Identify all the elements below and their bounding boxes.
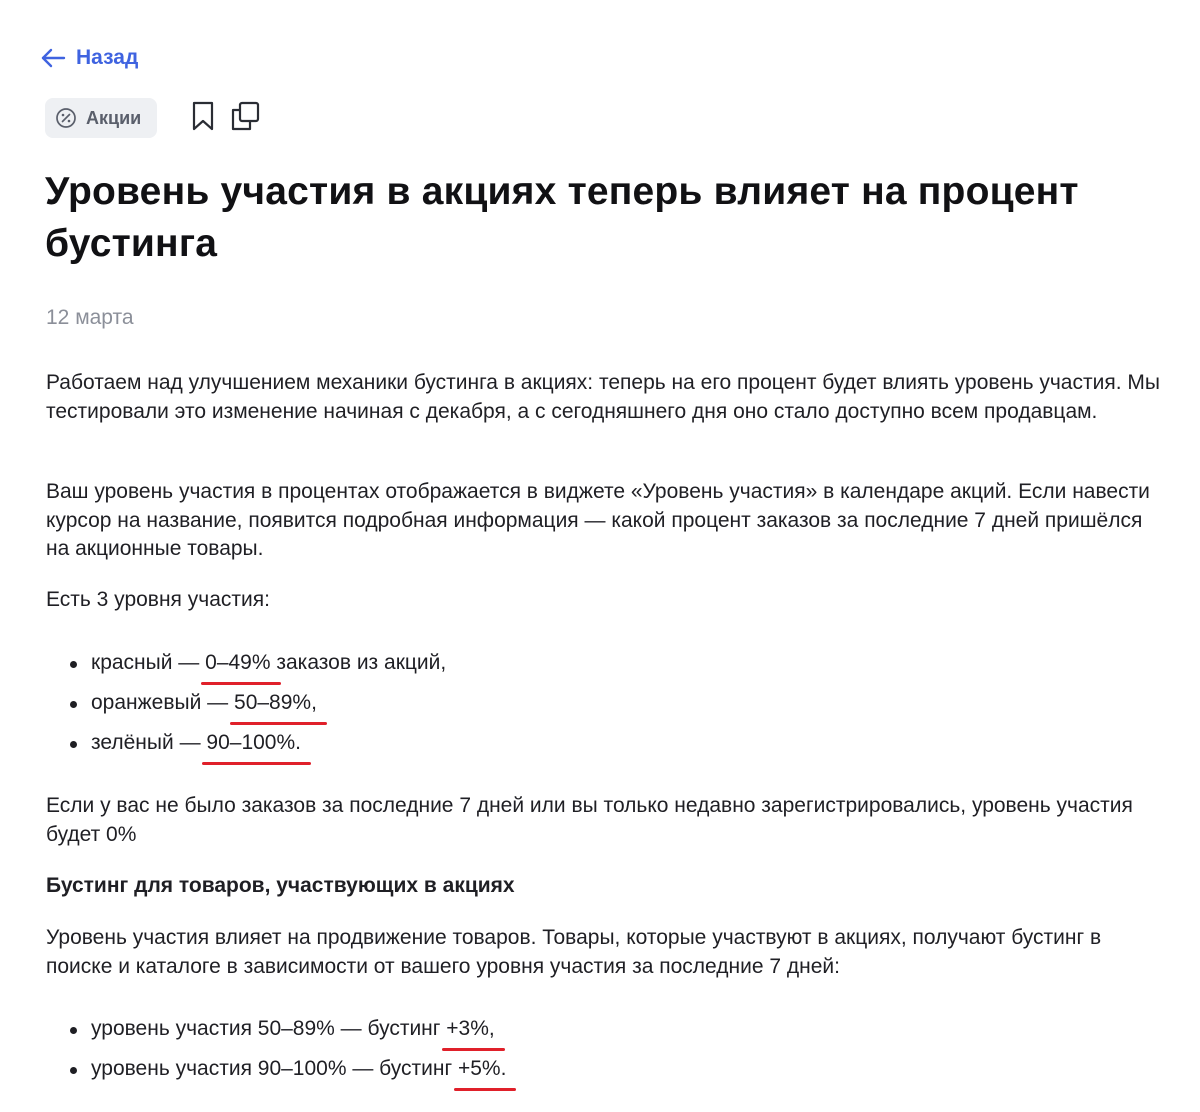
- list-item-boost-5: [46, 1054, 506, 1094]
- article-title: Уровень участия в акциях теперь влияет на процент бустинга: [45, 170, 1079, 265]
- percent-circle-icon: [55, 107, 77, 129]
- section-heading-boosting: Бустинг для товаров, участвующих в акциях: [46, 874, 515, 897]
- article-paragraph-levels-intro: Есть 3 уровня участия:: [46, 588, 270, 611]
- highlighted-range: 0–49%: [205, 648, 270, 678]
- highlighted-range: 50–89%,: [234, 688, 317, 718]
- copy-icon: [229, 100, 261, 137]
- back-link[interactable]: [40, 46, 138, 70]
- boost-condition: уровень участия 90–100% — бустинг: [91, 1057, 458, 1080]
- highlighted-boost: +5%.: [458, 1054, 506, 1084]
- list-item-green-level: [46, 728, 446, 768]
- boost-condition: уровень участия 50–89% — бустинг: [91, 1017, 447, 1040]
- article-toolbar: [45, 98, 261, 138]
- bookmark-button[interactable]: [187, 98, 219, 138]
- bookmark-icon: [191, 100, 215, 137]
- arrow-left-icon: [40, 47, 66, 69]
- participation-levels-list: [46, 648, 446, 768]
- article-paragraph-boosting: Уровень участия влияет на продвижение товаров. Товары, которые участвуют в акциях, получают бустинг в поиске и каталоге в зависимости от вашего уровня участия за последние 7 дней:: [46, 926, 1102, 978]
- boost-levels-list: [46, 1014, 506, 1094]
- article-date: 12 марта: [46, 306, 134, 329]
- level-name: красный —: [91, 651, 206, 674]
- level-suffix: заказов из акций,: [270, 651, 447, 674]
- back-link-label: Назад: [76, 46, 139, 69]
- article-paragraph-widget: Ваш уровень участия в процентах отображается в виджете «Уровень участия» в календаре акций. Если навести курсор на название, появится подробная информация — какой процент заказов за последние 7 дней пришёлся на акционные товары.: [46, 480, 1150, 560]
- level-name: зелёный —: [91, 731, 207, 754]
- category-tag-promotions[interactable]: [45, 98, 157, 138]
- list-item-boost-3: [46, 1014, 506, 1054]
- list-item-orange-level: [46, 688, 446, 728]
- article-paragraph-intro: Работаем над улучшением механики бустинга в акциях: теперь на его процент будет влиять уровень участия. Мы тестировали это изменение начиная с декабря, а с сегодняшнего дня оно стало доступно всем продавцам.: [46, 371, 1160, 423]
- copy-link-button[interactable]: [229, 98, 261, 138]
- article-paragraph-zero-orders: Если у вас не было заказов за последние 7 дней или вы только недавно зарегистрировались, уровень участия будет 0%: [46, 794, 1133, 846]
- list-item-red-level: [46, 648, 446, 688]
- level-name: оранжевый —: [91, 691, 235, 714]
- category-tag-label: Акции: [86, 107, 142, 128]
- highlighted-range: 90–100%.: [206, 728, 301, 758]
- highlighted-boost: +3%,: [446, 1014, 494, 1044]
